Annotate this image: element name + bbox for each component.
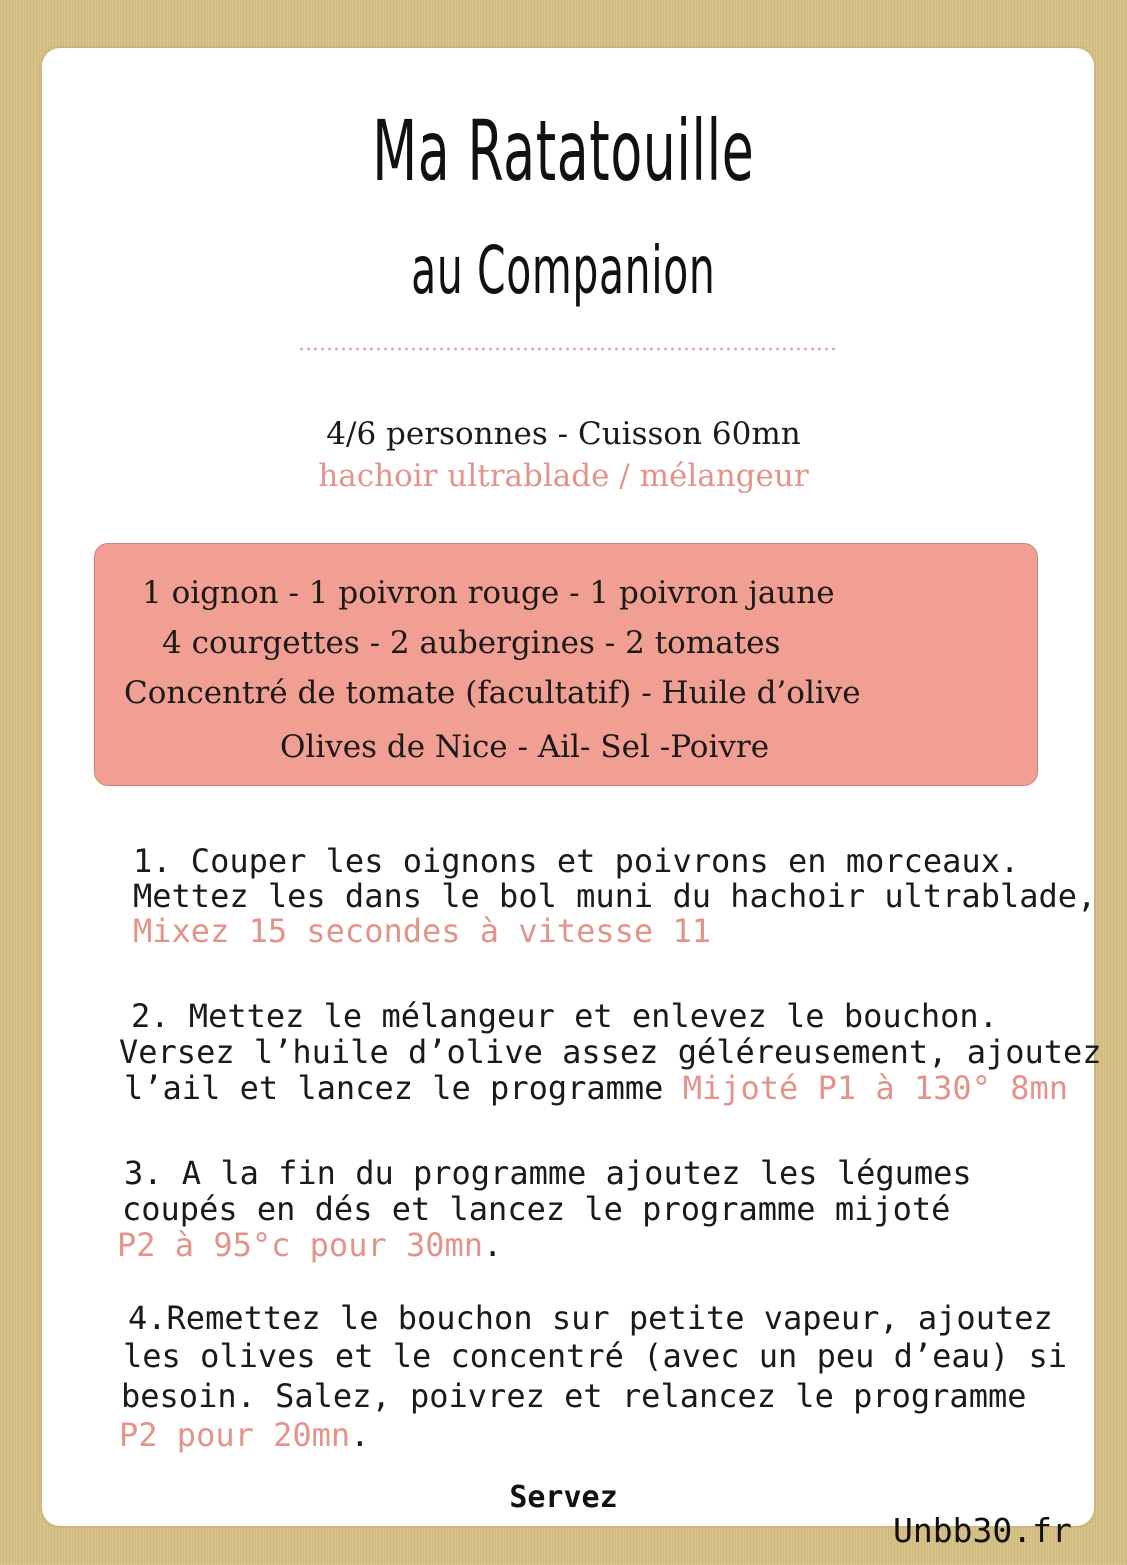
step-1-line: Mettez les dans le bol muni du hachoir ultrablade, <box>133 877 1097 915</box>
step-4-line: 4.Remettez le bouchon sur petite vapeur, ajoutez <box>128 1299 1053 1337</box>
servings-time: 4/6 personnes - Cuisson 60mn <box>326 416 801 452</box>
dotted-divider <box>298 346 838 352</box>
step-1-line: 1. Couper les oignons et poivrons en morceaux. <box>133 842 1020 880</box>
ingredient-line: Olives de Nice - Ail- Sel -Poivre <box>280 729 770 765</box>
step-2-line: 2. Mettez le mélangeur et enlevez le bouchon. <box>131 997 998 1035</box>
recipe-title: Ma Ratatouille <box>372 102 755 200</box>
closing-text: Servez <box>509 1480 618 1515</box>
ingredient-line: Concentré de tomate (facultatif) - Huile d’olive <box>124 675 861 711</box>
site-watermark: Unbb30.fr <box>893 1511 1072 1550</box>
step-4-line: les olives et le concentré (avec un peu d’eau) si <box>123 1337 1068 1375</box>
step-4-line: P2 pour 20mn. <box>119 1416 370 1454</box>
step-1-instruction: Mixez 15 secondes à vitesse 11 <box>133 912 711 950</box>
ingredient-line: 1 oignon - 1 poivron rouge - 1 poivron jaune <box>142 575 835 611</box>
step-2-line: Versez l’huile d’olive assez géléreusement, ajoutez <box>119 1033 1102 1071</box>
step-3-line: P2 à 95°c pour 30mn. <box>117 1226 503 1264</box>
step-3-line: coupés en dés et lancez le programme mijoté <box>122 1190 951 1228</box>
step-2-line: l’ail et lancez le programme Mijoté P1 à 130° 8mn <box>124 1069 1069 1107</box>
step-3-instruction: P2 à 95°c pour 30mn <box>117 1226 484 1264</box>
step-4-line: besoin. Salez, poivrez et relancez le programme <box>121 1377 1027 1415</box>
step-2-instruction: Mijoté P1 à 130° 8mn <box>682 1069 1069 1107</box>
recipe-subtitle: au Companion <box>411 232 716 309</box>
step-3-line: 3. A la fin du programme ajoutez les légumes <box>124 1154 972 1192</box>
step-4-instruction: P2 pour 20mn <box>119 1416 351 1454</box>
tools: hachoir ultrablade / mélangeur <box>318 458 809 494</box>
ingredient-line: 4 courgettes - 2 aubergines - 2 tomates <box>162 625 781 661</box>
